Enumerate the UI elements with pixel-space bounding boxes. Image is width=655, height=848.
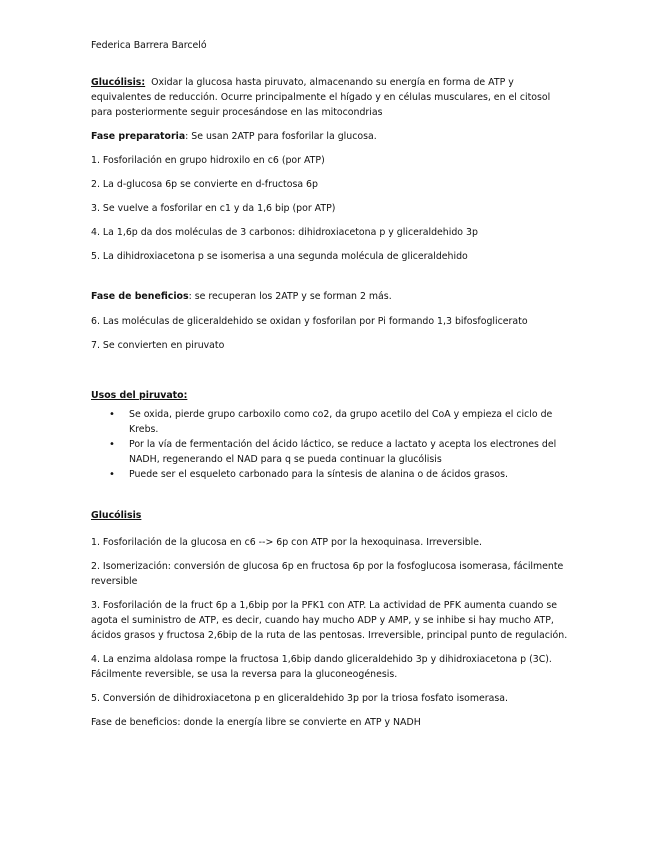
step-item: 3. Se vuelve a fosforilar en c1 y da 1,6 bip (por ATP) xyxy=(91,203,336,215)
step-item: 1. Fosforilación en grupo hidroxilo en c6 (por ATP) xyxy=(91,155,325,167)
step-item: 6. Las moléculas de gliceraldehido se oxidan y fosforilan por Pi formando 1,3 bifosfoglicerato xyxy=(91,315,528,327)
step-item: 1. Fosforilación de la glucosa en c6 --> 6p con ATP por la hexoquinasa. Irreversible. xyxy=(91,536,483,548)
step-item: 4. La enzima aldolasa rompe la fructosa 1,6bip dando gliceraldehido 3p y dihidroxiacetona p (3C). Fácilmente reversible, se usa la reversa para la gluconeogénesis. xyxy=(91,654,552,681)
spacer xyxy=(91,482,571,508)
step-item: 2. Isomerización: conversión de glucosa 6p en fructosa 6p por la fosfoglucosa isomerasa, fácilmente reversible xyxy=(91,560,564,588)
bullet-icon: • xyxy=(109,438,115,450)
author-name: Federica Barrera Barceló xyxy=(91,40,207,51)
spacer xyxy=(91,362,571,388)
intro-paragraph xyxy=(91,75,571,120)
beneficios-title: Fase de beneficios xyxy=(91,291,189,303)
document-page xyxy=(91,38,571,739)
preparatoria-text: : Se usan 2ATP para fosforilar la glucosa. xyxy=(185,131,377,143)
list-item: • Por la vía de fermentación del ácido láctico, se reduce a lactato y acepta los electrones del NADH, regenerando el NAD para q se pueda continuar la glucólisis xyxy=(109,438,557,465)
step-item: 5. Conversión de dihidroxiacetona p en gliceraldehido 3p por la triosa fosfato isomerasa. xyxy=(91,693,508,705)
preparatoria-title: Fase preparatoria xyxy=(91,131,186,143)
spacer xyxy=(91,273,571,289)
step-item: 5. La dihidroxiacetona p se isomerisa a una segunda molécula de gliceraldehido xyxy=(91,251,468,263)
glucolisis-title: Glucólisis xyxy=(91,509,142,521)
usos-title: Usos del piruvato: xyxy=(91,389,188,401)
step-item: 2. La d-glucosa 6p se convierte en d-fructosa 6p xyxy=(91,179,318,191)
beneficios-text: : se recuperan los 2ATP y se forman 2 más. xyxy=(188,291,392,303)
preparatoria-paragraph xyxy=(91,129,571,144)
intro-title: Glucólisis: xyxy=(91,77,146,89)
list-item: • Puede ser el esqueleto carbonado para la síntesis de alanina o de ácidos grasos. xyxy=(91,467,571,482)
step-item: 3. Fosforilación de la fruct 6p a 1,6bip por la PFK1 con ATP. La actividad de PFK aumenta cuando se agota el suministro de ATP, es decir, cuando hay mucho ADP y AMP, y se inhibe si hay mucho ATP, ácidos grasos y fructosa 2,6bip de la ruta de las pentosas. Irreversible, principal punto de regulación. xyxy=(91,600,568,642)
bullet-icon: • xyxy=(109,468,115,480)
list-item: • Se oxida, pierde grupo carboxilo como co2, da grupo acetilo del CoA y empieza el ciclo de Krebs. xyxy=(109,408,553,435)
intro-text: Oxidar la glucosa hasta piruvato, almacenando su energía en forma de ATP y equivalentes de reducción. Ocurre principalmente el hígado y en células musculares, en el citosol para posteriormente seguir procesándose en las mitocondrias xyxy=(91,77,551,119)
beneficios-paragraph xyxy=(91,289,571,304)
usos-list xyxy=(91,407,571,482)
step-item: 7. Se convierten en piruvato xyxy=(91,339,225,351)
footer-note: Fase de beneficios: donde la energía libre se convierte en ATP y NADH xyxy=(91,717,421,729)
step-item: 4. La 1,6p da dos moléculas de 3 carbonos: dihidroxiacetona p y gliceraldehido 3p xyxy=(91,227,478,239)
bullet-icon: • xyxy=(109,408,115,420)
